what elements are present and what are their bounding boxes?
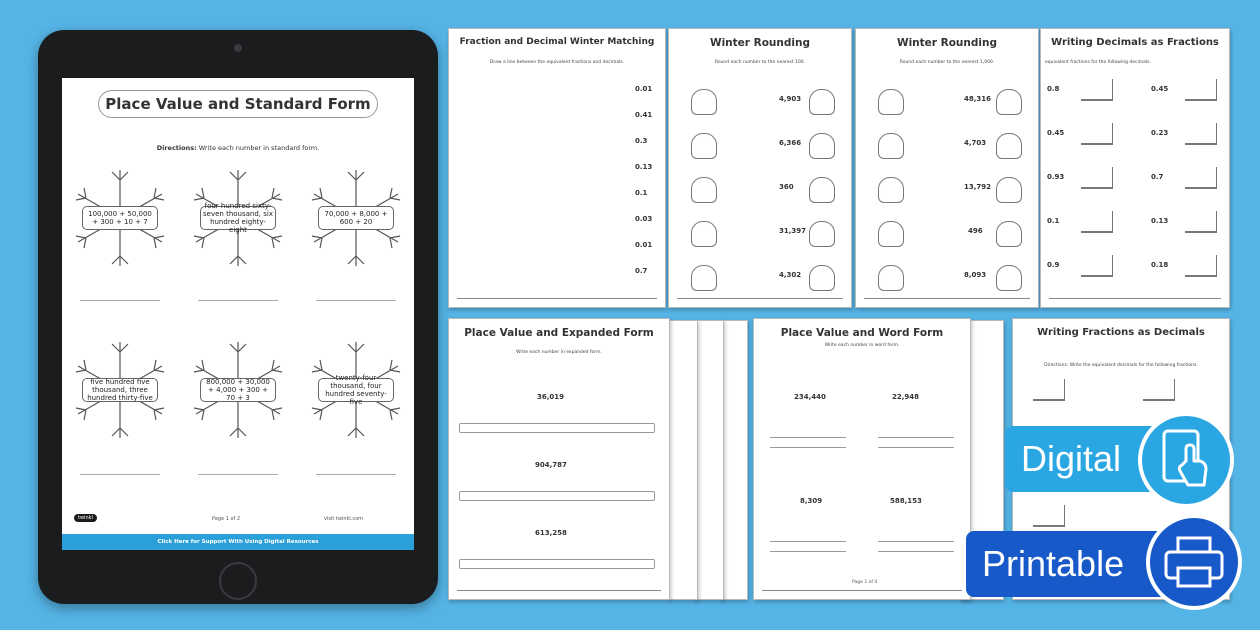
worksheet-stack xyxy=(694,320,724,600)
answer-line xyxy=(198,300,278,301)
sheet-subtitle: Round each number to the nearest 1,000. xyxy=(899,60,995,65)
sheet-title: Winter Rounding xyxy=(710,37,810,49)
worksheet-word-form: Place Value and Word Form Write each number in word form. 234,440 22,948 8,309 588,153 Page 1 of 4 xyxy=(753,318,971,600)
sheet-subtitle: Draw a line between the equivalent fractions and decimals. xyxy=(489,60,625,65)
worksheet-footer xyxy=(62,510,414,530)
sheet-subtitle: Directions: Write the equivalent decimals for the following fractions. xyxy=(1044,363,1198,368)
printable-label: Printable xyxy=(982,543,1125,584)
support-link[interactable]: Click Here for Support With Using Digital Resources xyxy=(62,534,414,550)
camera-icon xyxy=(234,44,242,52)
snowflake-problem xyxy=(70,168,170,268)
worksheet-decimals-fractions: Writing Decimals as Fractions equivalent fractions for the following decimals. 0.8 0.45 0.45 0.23 0.93 0.7 0.1 0.13 0.9 0.18 xyxy=(1040,28,1230,308)
problem-text: five hundred five thousand, three hundred thirty-five xyxy=(82,378,158,402)
problem-text: 70,000 + 8,000 + 600 + 20 xyxy=(318,206,394,230)
sheet-subtitle: Round each number to the nearest 100. xyxy=(714,60,806,65)
sheet-title: Place Value and Word Form xyxy=(780,327,944,339)
snowflake-problem xyxy=(188,340,288,440)
sheet-subtitle: Write each number in expanded form. xyxy=(516,350,602,355)
sheet-title: Writing Fractions as Decimals xyxy=(1037,327,1205,338)
home-button[interactable] xyxy=(219,562,257,600)
sheet-title: Fraction and Decimal Winter Matching xyxy=(459,37,655,47)
answer-line xyxy=(316,300,396,301)
worksheet-expanded-form: Place Value and Expanded Form Write each number in expanded form. 36,019 904,787 613,258 xyxy=(448,318,670,600)
problem-text: twenty-four thousand, four hundred seventy-five xyxy=(318,378,394,402)
tablet-device xyxy=(38,30,438,604)
worksheet-title: Place Value and Standard Form xyxy=(98,90,378,118)
sheet-title: Winter Rounding xyxy=(897,37,997,49)
problem-text: 100,000 + 50,000 + 300 + 10 + 7 xyxy=(82,206,158,230)
sheet-subtitle: Write each number in word form. xyxy=(824,343,900,348)
worksheet-rounding-100: Winter Rounding Round each number to the nearest 100. 4,903 6,366 360 31,397 4,302 xyxy=(668,28,852,308)
page-label: Page 1 of 2 xyxy=(212,516,241,522)
problem-text: four hundred sixty-seven thousand, six hundred eighty-eight xyxy=(200,206,276,230)
snowflake-problem xyxy=(188,168,288,268)
digital-label: Digital xyxy=(1021,438,1122,479)
twinkl-logo: twinkl xyxy=(74,514,97,522)
snowflake-problem xyxy=(306,340,406,440)
tablet-screen xyxy=(62,78,414,550)
printer-icon xyxy=(1146,514,1242,610)
problem-text: 800,000 + 30,000 + 4,000 + 300 + 70 + 3 xyxy=(200,378,276,402)
answer-line xyxy=(80,300,160,301)
tablet-tap-icon xyxy=(1138,412,1234,508)
snowflake-problem xyxy=(306,168,406,268)
worksheet-stack xyxy=(668,320,698,600)
answer-line xyxy=(198,474,278,475)
worksheet-rounding-1000: Winter Rounding Round each number to the nearest 1,000. 48,316 4,703 13,792 496 8,093 xyxy=(855,28,1039,308)
worksheet-fraction-matching: Fraction and Decimal Winter Matching Draw a line between the equivalent fractions and decimals. 0.01 0.41 0.3 0.13 0.1 0.03 0.01 0.7 xyxy=(448,28,666,308)
sheet-subtitle: equivalent fractions for the following decimals. xyxy=(1045,60,1151,65)
answer-line xyxy=(316,474,396,475)
answer-line xyxy=(80,474,160,475)
worksheet-stack xyxy=(720,320,748,600)
sheet-title: Writing Decimals as Fractions xyxy=(1051,37,1219,48)
worksheet-directions: Directions: Write each number in standard form. xyxy=(156,144,320,152)
site-label: visit twinkl.com xyxy=(324,516,364,522)
sheet-title: Place Value and Expanded Form xyxy=(464,327,654,339)
snowflake-problem xyxy=(70,340,170,440)
